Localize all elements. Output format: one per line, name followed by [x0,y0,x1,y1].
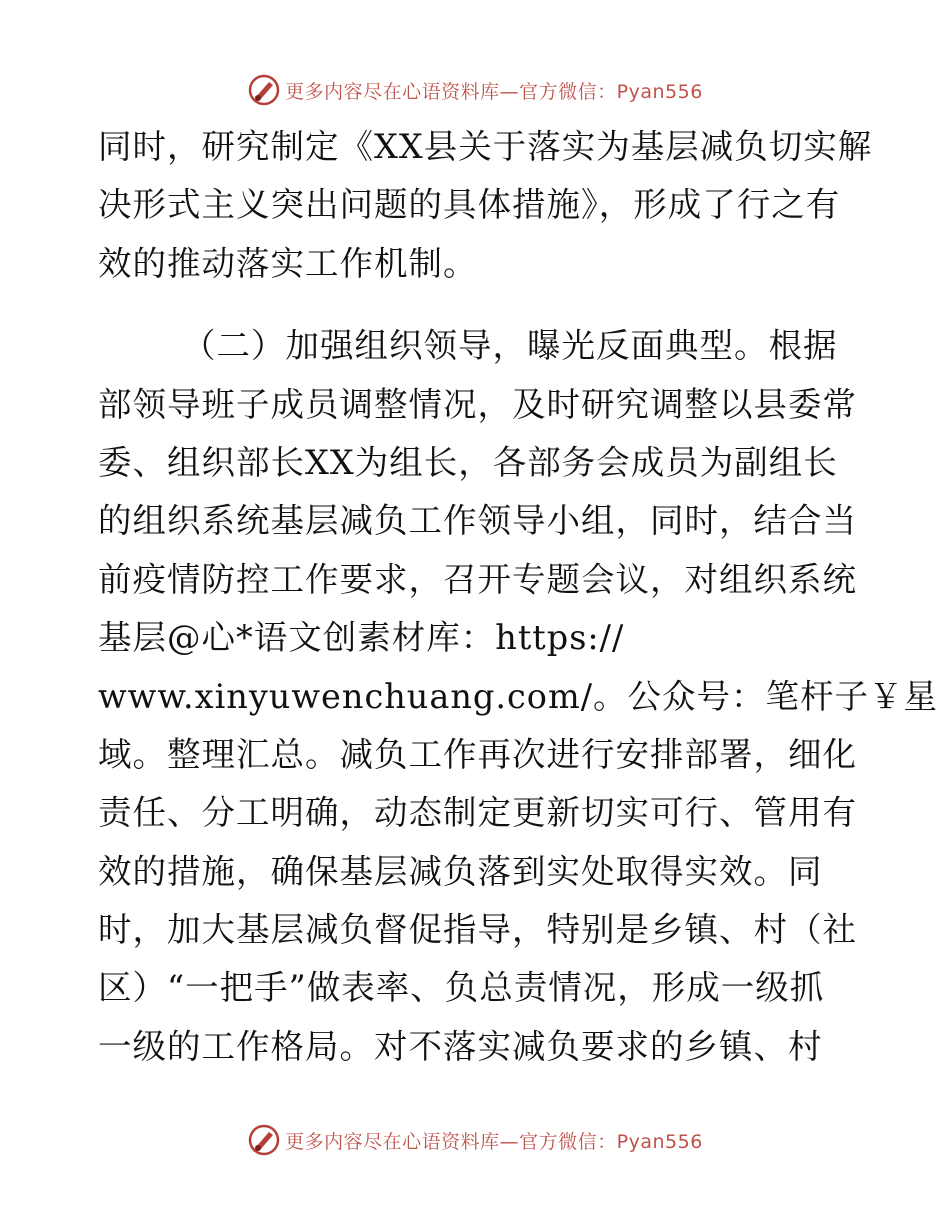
text-line: 效的措施，确保基层减负落到实处取得实效。同 [98,851,823,891]
ink-pen-logo-icon [247,1123,281,1157]
text-line: 的组织系统基层减负工作领导小组，同时，结合当 [98,501,857,541]
text-line: 同时，研究制定《XX县关于落实为基层减负切实解 [98,127,873,166]
text-line: 效的推动落实工作机制。 [98,243,478,283]
text-line: 区）“一把手”做表率、负总责情况，形成一级抓 [98,968,825,1008]
text-line: 时，加大基层减负督促指导，特别是乡镇、村（社 [98,910,857,950]
ink-pen-logo-icon [247,73,281,107]
footer-banner [0,1120,950,1160]
text-line: 责任、分工明确，动态制定更新切实可行、管用有 [98,793,857,833]
text-line: 基层@心*语文创素材库：https:// [98,618,625,658]
document-body [98,118,938,1076]
header-banner-text: 更多内容尽在心语资料库—官方微信：Pyan556 [285,80,703,103]
text-line: 前疫情防控工作要求，召开专题会议，对组织系统 [98,559,857,599]
text-line: （二）加强组织领导，曝光反面典型。根据 [182,326,838,366]
header-banner [0,70,950,110]
footer-banner-text: 更多内容尽在心语资料库—官方微信：Pyan556 [285,1130,703,1153]
text-line: 部领导班子成员调整情况，及时研究调整以县委常 [98,384,857,424]
text-line: 委、组织部长XX为组长，各部务会成员为副组长 [98,442,838,482]
text-line: 域。整理汇总。减负工作再次进行安排部署，细化 [98,734,857,774]
text-line: www.xinyuwenchuang.com/。公众号：笔杆子￥星 [98,676,938,716]
text-line: 一级的工作格局。对不落实减负要求的乡镇、村 [98,1026,823,1066]
text-line: 决形式主义突出问题的具体措施》，形成了行之有 [98,185,841,225]
